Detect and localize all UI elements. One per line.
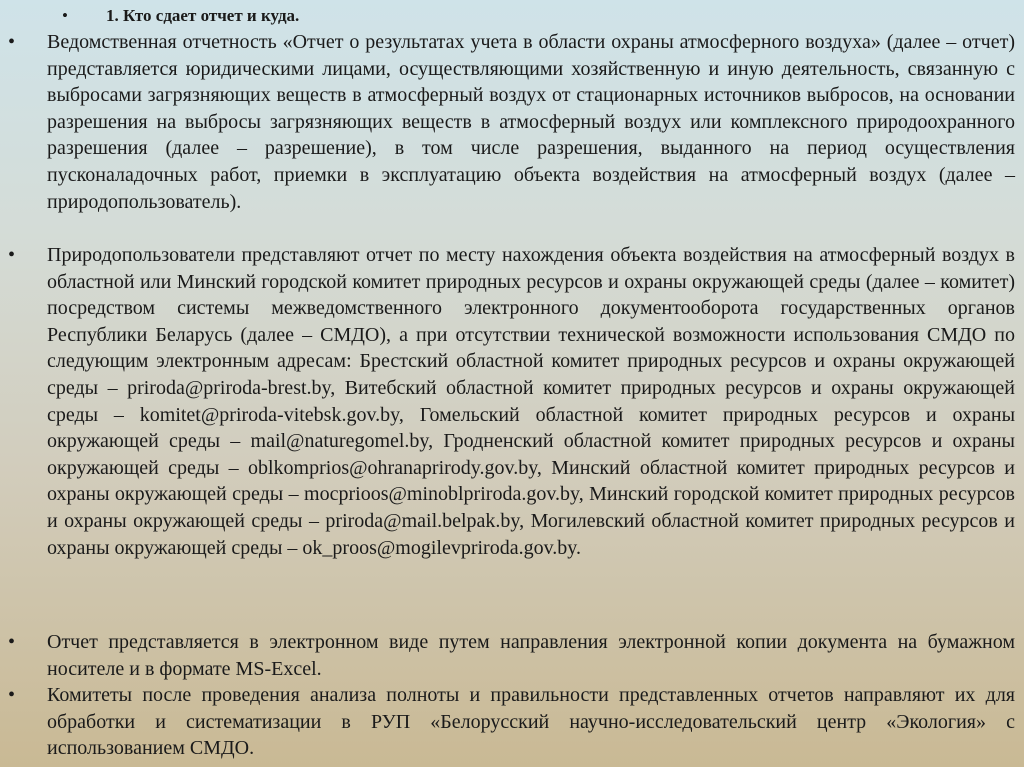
bullet-item-3 [0,629,1024,682]
bullet-item-1 [0,29,1024,242]
heading-text: 1. Кто сдает отчет и куда. [106,6,300,25]
bullet-text: Отчет представляется в электронном виде путем направления электронной копии документа на бумажном носителе и в формате MS-Excel. [47,631,1015,680]
bullet-marker: • [8,684,16,706]
bullet-list [0,29,1024,762]
bullet-item-2 [0,242,1024,629]
bullet-text: Природопользователи представляют отчет по месту нахождения объекта воздействия на атмосферный воздух в областной или Минский городской комитет природных ресурсов и охраны окружающей среды (далее – комитет) посредством системы межведомственного электронного документооборота государственных органов Республики Беларусь (далее – СМДО), а при отсутствии технической возможности использования СМДО по следующим электронным адресам: Брестский областной комитет природных ресурсов и охраны окружающей среды – priroda@priroda-brest.by, Витебский областной комитет природных ресурсов и охраны окружающей среды – komitet@priroda-vitebsk.gov.by, Гомельский областной комитет природных ресурсов и охраны окружающей среды – mail@naturegomel.by, Гродненский областной комитет природных ресурсов и охраны окружающей среды – oblkomprios@ohranaprirody.gov.by, Минский областной комитет природных ресурсов и охраны окружающей среды – mocprioos@minoblpriroda.gov.by, Минский городской комитет природных ресурсов и охраны окружающей среды – priroda@mail.belpak.by, Могилевский областной комитет природных ресурсов и охраны окружающей среды – ok_proos@mogilevpriroda.gov.by. [47,244,1015,559]
bullet-marker: • [8,31,16,53]
bullet-text: Комитеты после проведения анализа полноты и правильности представленных отчетов направляют их для обработки и систематизации в РУП «Белорусский научно-исследовательский центр «Экология» с использованием СМДО. [47,684,1015,760]
bullet-item-4 [0,682,1024,762]
slide-heading [62,5,299,27]
bullet-marker: • [8,631,16,653]
heading-bullet: • [62,6,68,25]
bullet-text: Ведомственная отчетность «Отчет о результатах учета в области охраны атмосферного воздуха» (далее – отчет) представляется юридическими лицами, осуществляющими хозяйственную и иную деятельность, связанную с выбросами загрязняющих веществ в атмосферный воздух от стационарных источников выбросов, на основании разрешения на выбросы загрязняющих веществ в атмосферный воздух или комплексного природоохранного разрешения (далее – разрешение), в том числе разрешения, выданного на период осуществления пусконаладочных работ, приемки в эксплуатацию объекта воздействия на атмосферный воздух (далее – природопользователь). [47,31,1015,213]
bullet-marker: • [8,244,16,266]
